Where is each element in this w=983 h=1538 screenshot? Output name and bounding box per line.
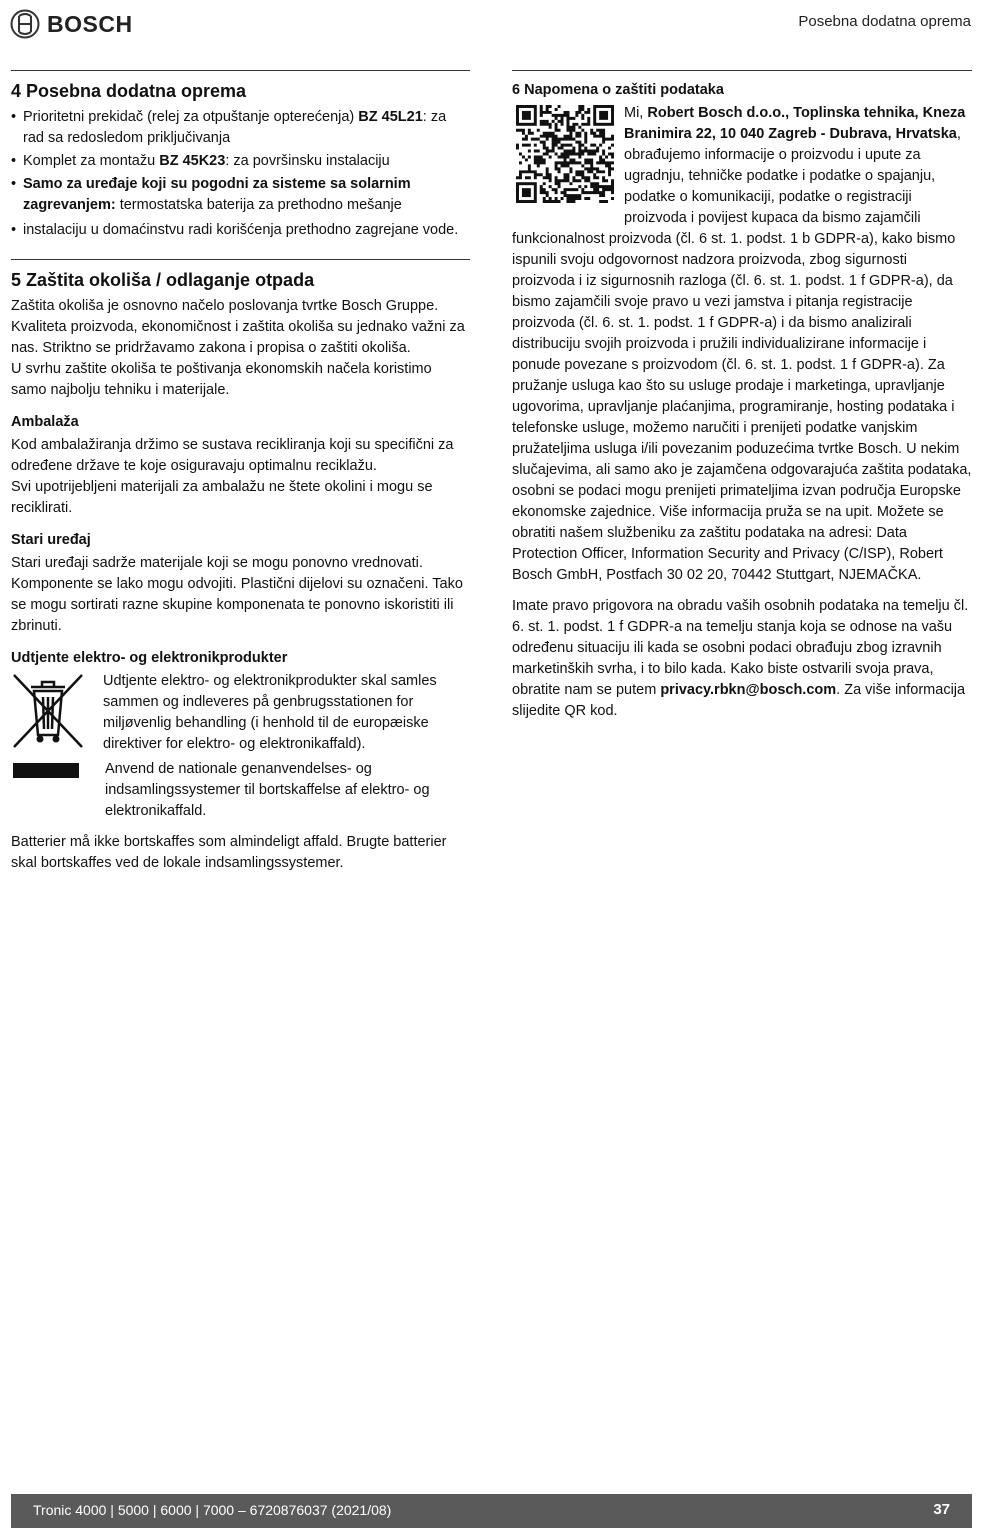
list-item: • Samo za uređaje koji su pogodni za sisteme sa solarnim zagrevanjem: termostatska baterija za prethodno mešanje: [11, 176, 411, 213]
packaging-text: Kod ambalažiranja držimo se sustava recikliranja koji su specifični za određene države te koje osiguravaju optimalnu reciklažu.: [11, 437, 454, 474]
list-item: • Prioritetni prekidač (relej za otpuštanje opterećenja) BZ 45L21: za rad sa redosledom priključivanja: [11, 109, 447, 146]
old-device-heading: Stari uređaj: [11, 532, 91, 548]
left-column: [11, 70, 470, 874]
bosch-armature-icon: [10, 9, 40, 39]
section-5-title: 5 Zaštita okoliša / odlaganje otpada: [11, 270, 315, 290]
objection-text: Imate pravo prigovora na obradu vaših osobnih podataka na temelju čl. 6. st. 1. podst. 1 f GDPR-a na temelju stanja koja se odnose na vašu određenu situaciju ili kada se osobni podaci obrađuju zbog izravnih marketinških svrha, i to bilo kada. Kako biste ostvarili svoja prava, obratite nam se putem privacy.rbkn@bosch.com. Za više informacija slijedite QR kod.: [512, 598, 969, 719]
section-divider: [11, 70, 470, 71]
accessory-list: [11, 107, 470, 241]
section-divider: [512, 70, 972, 71]
weee-text: Udtjente elektro- og elektronikprodukter skal samles sammen og indleveres på genbrugsstationen for miljøvenlig behandling (i henhold til de europæiske direktiver for elektro- og elektronikaffald).: [103, 673, 437, 752]
brand-name: BOSCH: [47, 10, 133, 37]
page-number: 37: [933, 1501, 950, 1518]
section-divider: [11, 259, 470, 260]
right-column: [512, 70, 972, 722]
weee-block: [11, 671, 470, 755]
section-6-title: 6 Napomena o zaštiti podataka: [512, 82, 724, 98]
weee-bar-icon: [13, 763, 79, 778]
weee-bar-block: [11, 759, 470, 822]
environment-intro: Zaštita okoliša je osnovno načelo poslovanja tvrtke Bosch Gruppe. Kvaliteta proizvoda, ekonomičnost i zaštita okoliša su jednako važni za nas. Striktno se pridržavamo zakona i propisa o zaštiti okoliša.: [11, 298, 465, 356]
qr-code-icon[interactable]: [512, 103, 624, 223]
section-4-title: 4 Posebna dodatna oprema: [11, 81, 247, 101]
list-item: • Komplet za montažu BZ 45K23: za površinsku instalaciju: [11, 153, 390, 169]
weee-heading: Udtjente elektro- og elektronikprodukter: [11, 650, 288, 666]
old-device-text: Stari uređaji sadrže materijale koji se mogu ponovno vrednovati. Komponente se lako mogu odvojiti. Plastični dijelovi su označeni. Tako se mogu sortirati razne skupine komponenata te ponovno iskoristiti ili zbrinuti.: [11, 555, 463, 634]
bosch-logo: [10, 9, 133, 39]
list-item: • instalaciju u domaćinstvu radi korišćenja prethodno zagrejane vode.: [11, 222, 459, 238]
privacy-email-link[interactable]: privacy.rbkn@bosch.com: [660, 682, 837, 698]
header-section-title: Posebna dodatna oprema: [798, 13, 971, 30]
weee-text-2: Anvend de nationale genanvendelses- og indsamlingssystemer til bortskaffelse af elektro- og elektronikaffald.: [105, 761, 430, 819]
document-id: Tronic 4000 | 5000 | 6000 | 7000 – 6720876037 (2021/08): [33, 1502, 392, 1518]
battery-text: Batterier må ikke bortskaffes som almindeligt affald. Brugte batterier skal bortskaffes ved de lokale indsamlingssystemer.: [11, 834, 447, 871]
crossed-bin-icon: [11, 671, 103, 754]
packaging-heading: Ambalaža: [11, 414, 79, 430]
environment-intro-2: U svrhu zaštite okoliša te poštivanja ekonomskih načela koristimo samo najbolju tehniku i materijale.: [11, 361, 432, 398]
packaging-text-2: Svi upotrijebljeni materijali za ambalažu ne štete okolini i mogu se reciklirati.: [11, 479, 433, 516]
page-footer: [11, 1494, 972, 1528]
page-header: [0, 0, 983, 50]
privacy-text: Mi, Robert Bosch d.o.o., Toplinska tehnika, Kneza Branimira 22, 10 040 Zagreb - Dubrava, Hrvatska, obrađujemo informacije o proizvodu i upute za ugradnju, tehničke podatke i podatke o spajanju, podatke o komunikaciji, podatke o registraciji proizvoda i povijest kupaca da bismo zajamčili funkcionalnost proizvoda (čl. 6 st. 1. podst. 1 b GDPR-a), kako bismo ispunili svoju odgovornost nadzora proizvoda, zbog sigurnosti proizvoda i iz sigurnosnih razloga (čl. 6. st. 1. podst. 1 f GDPR-a), da bismo zajamčili svoje pravo u vezi jamstva i pitanja registracije proizvoda (čl. 6. st. 1. podst. 1 f GDPR-a) i da bismo analizirali distribuciju svojih proizvoda i pružili individualizirane informacije i ponude povezane s proizvodom (čl. 6. st. 1. podst. 1 f GDPR-a). Za pružanje usluga kao što su usluge prodaje i marketinga, upravljanje ugovorima, upravljanje plaćanjima, programiranje, hosting podataka i telefonske usluge, možemo naručiti i prenijeti podatke vanjskim pružateljima usluga i/ili povezanim poduzećima tvrtke Bosch. U nekim slučajevima, ali samo ako je zajamčena odgovarajuća zaštita podataka, osobni se podaci mogu prenijeti primateljima izvan područja Europske ekonomske zajednice. Više informacija pruža se na upit. Možete se obratiti našem službeniku za zaštitu podataka na adresi: Data Protection Officer, Information Security and Privacy (C/ISP), Robert Bosch GmbH, Postfach 30 02 20, 70442 Stuttgart, NJEMAČKA.: [512, 105, 972, 583]
